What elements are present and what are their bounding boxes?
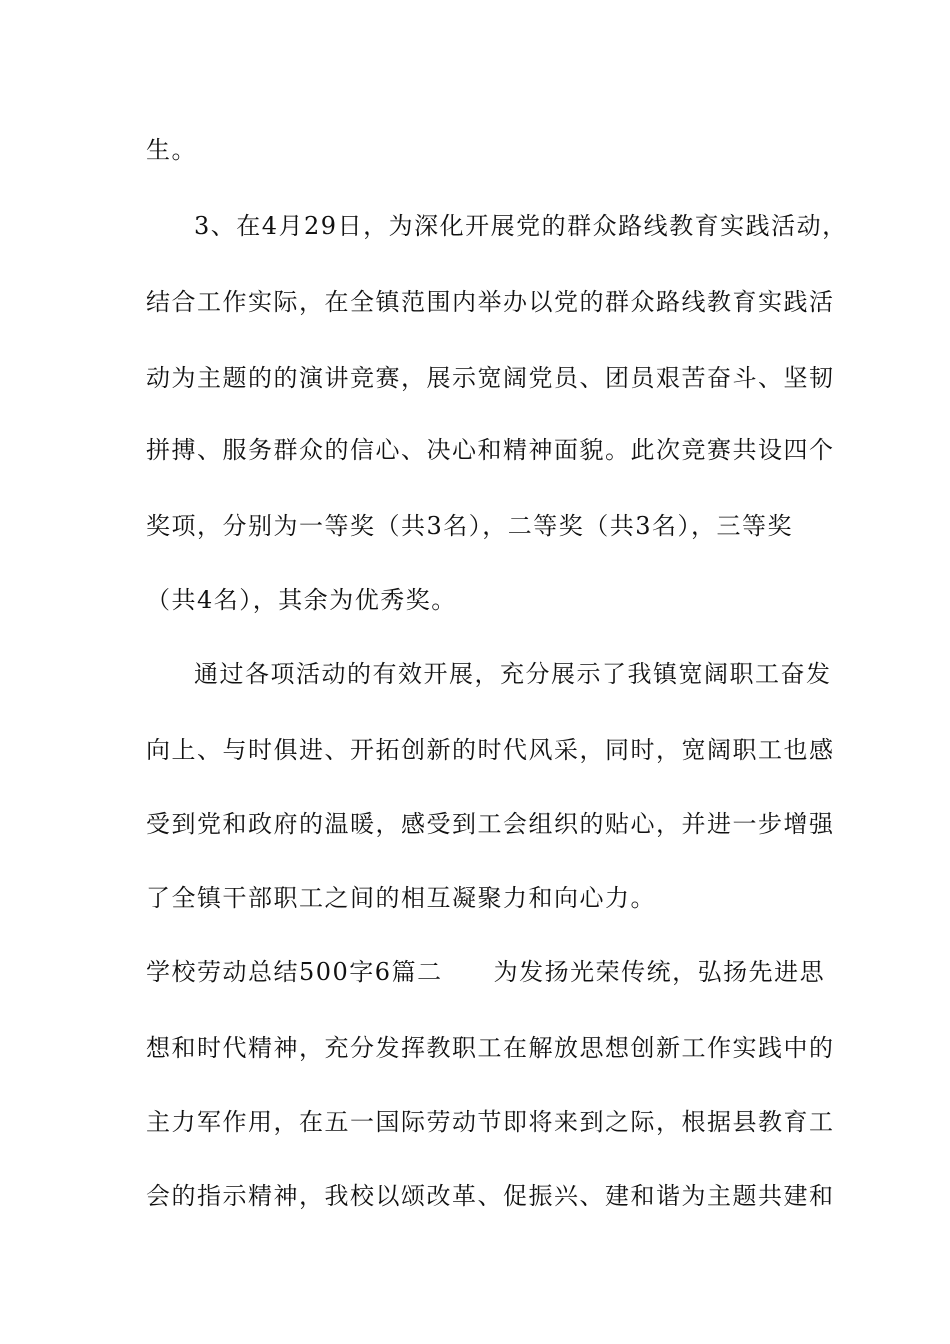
text-line-6: 奖项，分别为一等奖（共3名），二等奖（共3名），三等奖 (146, 512, 794, 540)
text-line-12: 学校劳动总结500字6篇二 为发扬光荣传统，弘扬先进思 (146, 958, 826, 986)
text-line-5: 拼搏、服务群众的信心、决心和精神面貌。此次竞赛共设四个 (146, 436, 835, 464)
text-line-13: 想和时代精神，充分发挥教职工在解放思想创新工作实践中的 (146, 1034, 835, 1062)
text-line-8: 通过各项活动的有效开展，充分展示了我镇宽阔职工奋发 (194, 660, 832, 688)
text-line-14: 主力军作用，在五一国际劳动节即将来到之际，根据县教育工 (146, 1108, 835, 1136)
text-line-7: （共4名），其余为优秀奖。 (146, 586, 457, 614)
text-line-4: 动为主题的的演讲竞赛，展示宽阔党员、团员艰苦奋斗、坚韧 (146, 364, 835, 392)
text-line-15: 会的指示精神，我校以颂改革、促振兴、建和谐为主题共建和 (146, 1182, 835, 1210)
text-line-10: 受到党和政府的温暖，感受到工会组织的贴心，并进一步增强 (146, 810, 835, 838)
text-line-9: 向上、与时俱进、开拓创新的时代风采，同时，宽阔职工也感 (146, 736, 835, 764)
text-line-3: 结合工作实际，在全镇范围内举办以党的群众路线教育实践活 (146, 288, 835, 316)
text-line-2: 3、在4月29日，为深化开展党的群众路线教育实践活动， (194, 212, 848, 240)
text-line-11: 了全镇干部职工之间的相互凝聚力和向心力。 (146, 884, 656, 912)
text-line-1: 生。 (146, 136, 197, 164)
